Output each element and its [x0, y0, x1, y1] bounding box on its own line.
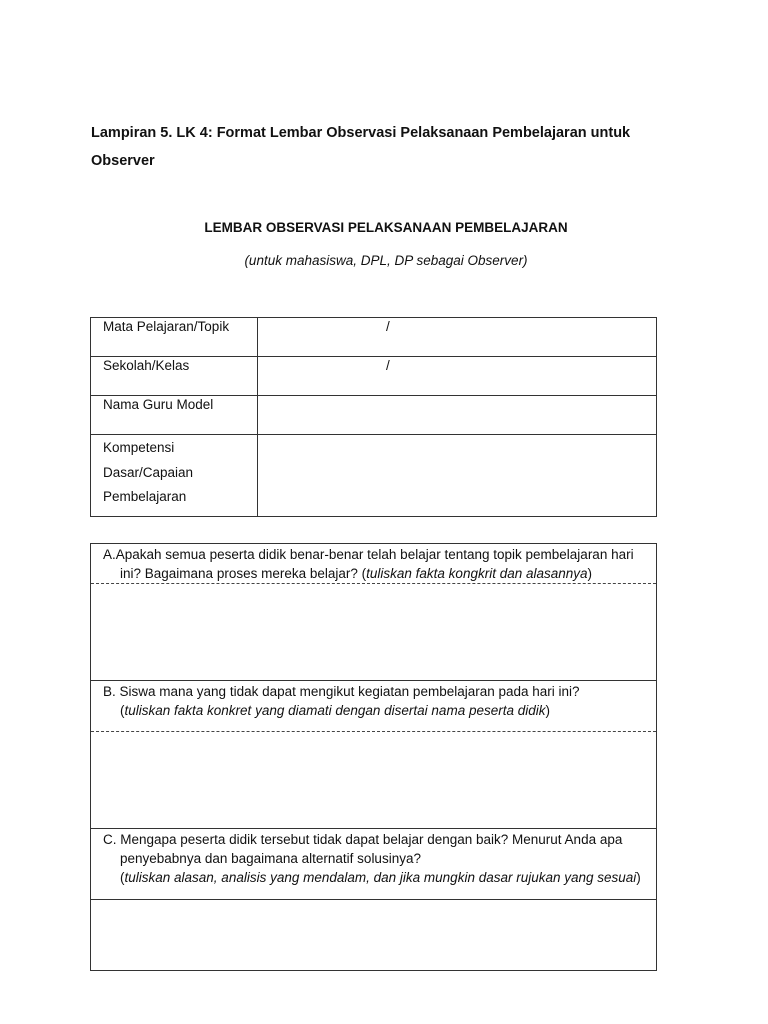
answer-row-a: [91, 584, 657, 681]
question-text: [103, 701, 650, 720]
form-subtitle: (untuk mahasiswa, DPL, DP sebagai Observer): [244, 253, 528, 268]
question-text: A.Apakah semua peserta didik benar-benar telah belajar tentang topik pembelajaran hari: [103, 547, 634, 562]
info-row-mata-pelajaran: [91, 318, 657, 357]
document-heading: [91, 119, 691, 175]
info-value-field[interactable]: [258, 318, 657, 357]
question-text: B. Siswa mana yang tidak dapat mengikut kegiatan pembelajaran pada hari ini?: [103, 684, 580, 699]
question-instruction: tuliskan alasan, analisis yang mendalam, dan jika mungkin dasar rujukan yang sesuai: [124, 870, 637, 885]
info-row-sekolah-kelas: [91, 357, 657, 396]
question-c: [91, 829, 657, 900]
answer-field-b[interactable]: [91, 732, 657, 829]
question-text: C. Mengapa peserta didik tersebut tidak dapat belajar dengan baik? Menurut Anda apa: [103, 832, 623, 847]
question-text: [103, 868, 650, 887]
question-a: [91, 544, 657, 584]
question-text-plain: ): [545, 703, 550, 718]
info-label: Nama Guru Model: [91, 396, 258, 435]
answer-field-c[interactable]: [91, 900, 657, 971]
answer-row-b: [91, 732, 657, 829]
question-text-plain: ): [636, 870, 641, 885]
info-row-nama-guru: [91, 396, 657, 435]
info-value-field[interactable]: [258, 357, 657, 396]
info-value-field[interactable]: [258, 435, 657, 517]
info-value-separator: /: [386, 358, 390, 373]
info-label-line: Dasar/Capaian: [103, 464, 194, 480]
heading-line-2: Observer: [91, 153, 155, 169]
info-table: [90, 317, 657, 517]
question-text-plain: ini? Bagaimana proses mereka belajar? (: [120, 566, 367, 581]
info-value-field[interactable]: [258, 396, 657, 435]
question-instruction: tuliskan fakta konkret yang diamati dengan disertai nama peserta didik: [124, 703, 546, 718]
info-label-kompetensi: [91, 435, 258, 517]
info-label-line: Kompetensi: [103, 440, 175, 455]
answer-row-c: [91, 900, 657, 971]
question-text: [103, 564, 650, 583]
info-label: Mata Pelajaran/Topik: [91, 318, 258, 357]
question-row-c: [91, 829, 657, 900]
info-label-line: Pembelajaran: [103, 489, 187, 504]
question-row-a: [91, 544, 657, 584]
question-text-plain: ): [587, 566, 593, 581]
info-label: Sekolah/Kelas: [91, 357, 258, 396]
question-row-b: [91, 681, 657, 732]
form-title: LEMBAR OBSERVASI PELAKSANAAN PEMBELAJARAN: [204, 220, 568, 235]
heading-line-1: Lampiran 5. LK 4: Format Lembar Observasi Pelaksanaan Pembelajaran untuk: [91, 125, 631, 141]
question-text: penyebabnya dan bagaimana alternatif solusinya?: [120, 851, 421, 866]
question-instruction: tuliskan fakta kongkrit dan alasannya: [366, 566, 588, 581]
answer-field-a[interactable]: [91, 584, 657, 681]
question-text-plain: (: [120, 870, 125, 885]
question-table: [90, 543, 657, 971]
info-value-separator: /: [386, 319, 390, 334]
info-row-kompetensi: [91, 435, 657, 517]
question-text-plain: (: [120, 703, 125, 718]
question-b: [91, 681, 657, 732]
